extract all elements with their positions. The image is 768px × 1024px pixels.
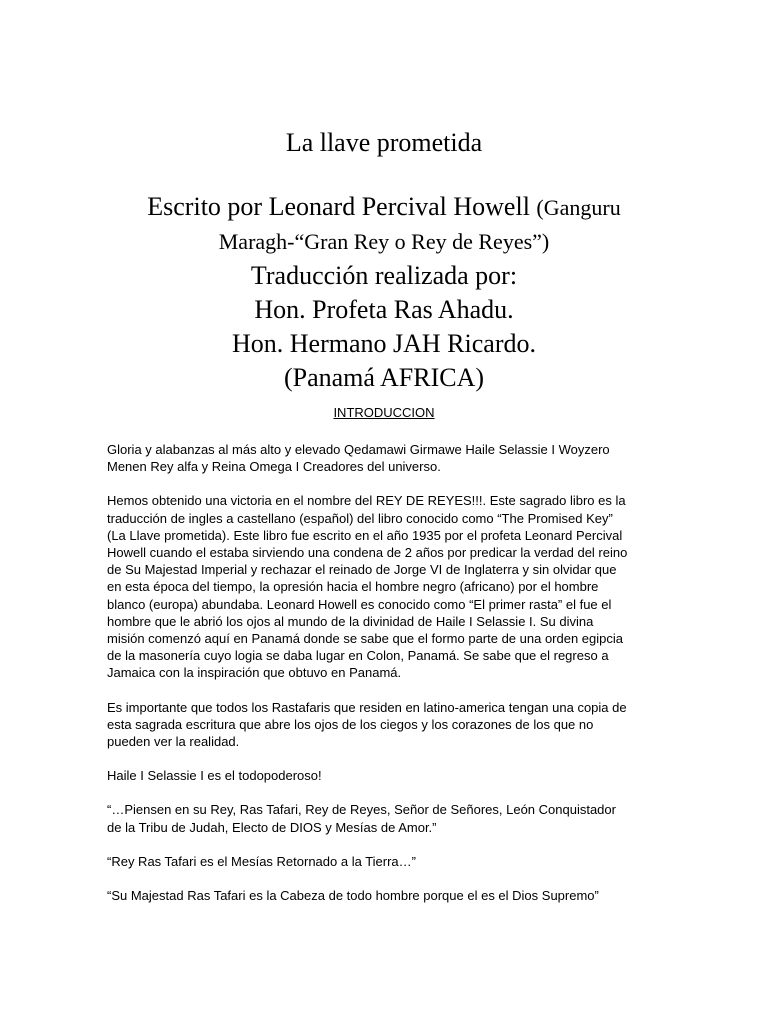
- body-text: [107, 441, 677, 921]
- paragraph-line: de la Tribu de Judah, Electo de DIOS y Mesías de Amor.”: [107, 819, 437, 835]
- paragraph-1: [107, 441, 677, 475]
- paragraph-line: Gloria y alabanzas al más alto y elevado Qedamawi Girmawe Haile Selassie I Woyzero: [107, 442, 610, 457]
- paragraph-line: “…Piensen en su Rey, Ras Tafari, Rey de Reyes, Señor de Señores, León Conquistador: [107, 802, 616, 818]
- heading-author: Escrito por Leonard Percival Howell: [147, 192, 537, 221]
- document-heading: [80, 190, 688, 395]
- heading-line-3: Traducción realizada por:: [250, 261, 518, 290]
- section-title: INTRODUCCION: [333, 405, 435, 420]
- paragraph-2: [107, 492, 677, 681]
- paragraph-line: de Su Majestad Imperial y rechazar el reinado de Jorge VI de Inglaterra y sin olvidar que: [107, 562, 617, 578]
- paragraph-line: blanco (europa) abundaba. Leonard Howell es conocido como “El primer rasta” el fue el: [107, 596, 612, 612]
- paragraph-line: Hemos obtenido una victoria en el nombre del REY DE REYES!!!. Este sagrado libro es la: [107, 493, 626, 509]
- paragraph-line: “Su Majestad Ras Tafari es la Cabeza de todo hombre porque el es el Dios Supremo”: [107, 888, 599, 904]
- paragraph-line: Howell cuando el estaba sirviendo una condena de 2 años por predicar la verdad del reino: [107, 545, 628, 561]
- paragraph-4: [107, 767, 677, 784]
- document-title: La llave prometida: [285, 128, 483, 157]
- heading-alias-start: (Ganguru: [536, 195, 621, 220]
- paragraph-line: de la masonería cuyo logia se daba lugar en Colon, Panamá. Se sabe que el regreso a: [107, 648, 609, 664]
- heading-line-6: (Panamá AFRICA): [283, 363, 485, 392]
- paragraph-3: [107, 699, 677, 751]
- paragraph-line: (La Llave prometida). Este libro fue escrito en el año 1935 por el profeta Leonard Percival: [107, 527, 623, 543]
- paragraph-line: Menen Rey alfa y Reina Omega I Creadores del universo.: [107, 459, 441, 475]
- paragraph-line: misión comenzó aquí en Panamá donde se sabe que el formo parte de una orden egipcia: [107, 631, 624, 647]
- paragraph-7: [107, 887, 677, 904]
- paragraph-line: hombre que le abrió los ojos al mundo de la divinidad de Haile I Selassie I. Su divina: [107, 613, 594, 629]
- paragraph-line: Haile I Selassie I es el todopoderoso!: [107, 768, 322, 784]
- paragraph-line: Es importante que todos los Rastafaris que residen en latino-america tengan una copia de: [107, 699, 627, 715]
- heading-line-4: Hon. Profeta Ras Ahadu.: [254, 295, 514, 324]
- paragraph-line: traducción de ingles a castellano (español) del libro conocido como “The Promised Key”: [107, 510, 613, 526]
- paragraph-line: en esta época del tiempo, la opresión hacia el hombre negro (africano) por el hombre: [107, 579, 599, 595]
- paragraph-6: [107, 853, 677, 870]
- paragraph-line: “Rey Ras Tafari es el Mesías Retornado a la Tierra…”: [107, 853, 416, 869]
- heading-line-1: [80, 190, 688, 225]
- paragraph-line: esta sagrada escritura que abre los ojos de los ciegos y los corazones de los que no: [107, 716, 594, 732]
- heading-line-5: Hon. Hermano JAH Ricardo.: [232, 329, 536, 358]
- heading-line-2: Maragh-“Gran Rey o Rey de Reyes”): [218, 229, 550, 254]
- paragraph-line: pueden ver la realidad.: [107, 734, 240, 750]
- paragraph-5: [107, 801, 677, 835]
- paragraph-line: Jamaica con la inspiración que obtuvo en Panamá.: [107, 665, 402, 681]
